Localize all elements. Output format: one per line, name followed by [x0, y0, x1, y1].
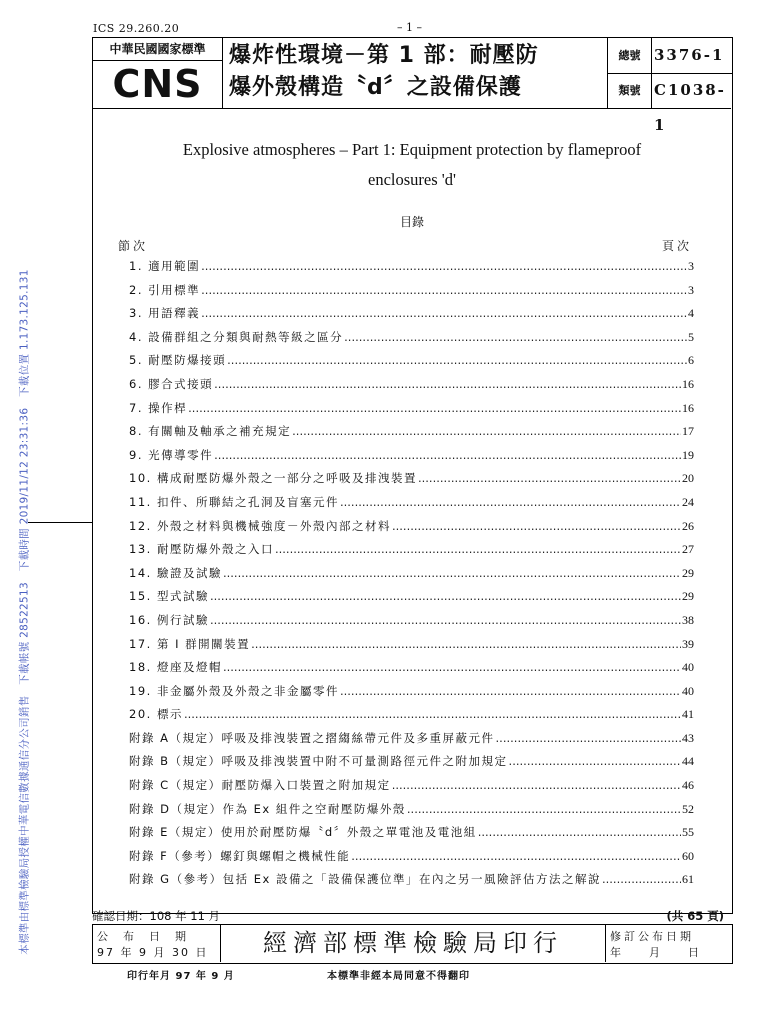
toc-entry-title: 5. 耐壓防爆接頭 [129, 353, 227, 368]
table-of-contents [129, 258, 694, 895]
toc-leader-dots [227, 353, 687, 367]
toc-entry-page: 46 [682, 778, 694, 793]
toc-entry [129, 636, 694, 660]
toc-entry [129, 683, 694, 707]
toc-entry-title: 7. 操作桿 [129, 400, 188, 415]
toc-entry [129, 400, 694, 424]
class-number-row [608, 73, 733, 134]
publish-date-cell [93, 925, 221, 962]
toc-leader-dots [214, 448, 681, 462]
class-number-label: 類號 [608, 73, 652, 108]
title-line-1: 爆炸性環境－第 1 部：耐壓防 [229, 43, 539, 68]
toc-leader-dots [214, 377, 681, 391]
toc-entry-page: 6 [688, 353, 694, 368]
total-number-value: 3376-1 [654, 46, 725, 64]
toc-entry-page: 16 [682, 376, 694, 391]
page-number: – 1 – [397, 21, 422, 34]
footer-box [92, 924, 733, 964]
toc-entry [129, 730, 694, 754]
toc-entry [129, 706, 694, 730]
toc-entry-title: 附錄 B（規定）呼吸及排洩裝置中附不可量測路徑元件之附加規定 [129, 754, 508, 769]
toc-entry-title: 12. 外殼之材料與機械強度－外殼內部之材料 [129, 518, 391, 533]
toc-leader-dots [340, 684, 681, 698]
toc-entry-title: 20. 標示 [129, 707, 183, 722]
toc-entry-title: 附錄 E（規定）使用於耐壓防爆〝d〞外殼之單電池及電池組 [129, 825, 477, 840]
english-title-line-2: enclosures 'd' [368, 170, 456, 189]
toc-entry-title: 13. 耐壓防爆外殼之入口 [129, 542, 274, 557]
total-number-label: 總號 [608, 38, 652, 73]
toc-entry-title: 附錄 F（參考）螺釘與螺帽之機械性能 [129, 848, 351, 863]
toc-leader-dots [201, 306, 687, 320]
toc-entry-title: 16. 例行試驗 [129, 612, 209, 627]
toc-leader-dots [223, 660, 681, 674]
publish-date-label: 公布日期 [97, 930, 201, 943]
toc-entry-page: 38 [682, 612, 694, 627]
toc-leader-dots [340, 495, 681, 509]
toc-entry [129, 871, 694, 895]
title-line-2: 爆外殼構造〝d〞之設備保護 [229, 75, 522, 100]
toc-entry-page: 44 [682, 754, 694, 769]
toc-entry-page: 60 [682, 848, 694, 863]
toc-leader-dots [201, 259, 687, 273]
toc-entry [129, 329, 694, 353]
toc-entry-title: 2. 引用標準 [129, 282, 201, 297]
revise-date-cell [605, 925, 732, 962]
ics-code: ICS 29.260.20 [93, 22, 180, 35]
toc-leader-dots [407, 802, 681, 816]
toc-entry [129, 824, 694, 848]
toc-entry [129, 541, 694, 565]
revise-date-value: 年月日 [610, 946, 727, 959]
toc-entry [129, 777, 694, 801]
toc-entry-page: 16 [682, 400, 694, 415]
toc-entry-title: 附錄 G（參考）包括 Ex 設備之「設備保護位準」在內之另一風險評估方法之解說 [129, 872, 601, 887]
toc-entry [129, 518, 694, 542]
toc-entry-page: 17 [682, 424, 694, 439]
toc-leader-dots [292, 424, 681, 438]
toc-entry [129, 376, 694, 400]
english-title-line-1: Explosive atmospheres – Part 1: Equipment protection by flameproof [182, 140, 642, 159]
toc-entry-title: 4. 設備群組之分類與耐熱等級之區分 [129, 329, 344, 344]
watermark-text: 本標準由標準檢驗局授權中華電信數據通信分公司銷售 下載帳號 28522513 下載時間 2019/11/12 23:31:36 下載位置 1.173.125.131 [18, 269, 31, 955]
toc-entry-page: 4 [688, 306, 694, 321]
publish-date-value: 97 年 9 月 30 日 [97, 946, 209, 959]
toc-entry [129, 565, 694, 589]
toc-entry-title: 19. 非金屬外殼及外殼之非金屬零件 [129, 683, 339, 698]
standard-numbers [607, 38, 733, 134]
toc-entry-title: 1. 適用範圍 [129, 259, 201, 273]
toc-entry-page: 41 [682, 707, 694, 722]
toc-entry [129, 494, 694, 518]
toc-leader-dots [223, 566, 681, 580]
toc-entry [129, 305, 694, 329]
toc-leader-dots [392, 519, 681, 533]
copyright-notice: 本標準非經本局同意不得翻印 [327, 971, 470, 982]
toc-entry-title: 10. 構成耐壓防爆外殼之一部分之呼吸及排洩裝置 [129, 471, 417, 486]
toc-entry-page: 39 [682, 636, 694, 651]
toc-entry-page: 40 [682, 660, 694, 675]
toc-leader-dots [344, 330, 687, 344]
toc-entry-page: 5 [688, 329, 694, 344]
toc-entry [129, 753, 694, 777]
toc-entry-title: 6. 膠合式接頭 [129, 376, 214, 391]
toc-entry [129, 447, 694, 471]
toc-leader-dots [275, 542, 681, 556]
toc-leader-dots [496, 731, 681, 745]
toc-entry-page: 43 [682, 730, 694, 745]
toc-leader-dots [509, 754, 681, 768]
toc-entry [129, 423, 694, 447]
toc-entry-title: 附錄 C（規定）耐壓防爆入口裝置之附加規定 [129, 778, 391, 793]
toc-entry-page: 29 [682, 589, 694, 604]
toc-entry [129, 352, 694, 376]
toc-entry-title: 17. 第 I 群開關裝置 [129, 636, 251, 651]
toc-leader-dots [210, 589, 681, 603]
toc-entry-page: 24 [682, 494, 694, 509]
toc-entry-page: 55 [682, 825, 694, 840]
toc-entry-title: 18. 燈座及燈帽 [129, 660, 222, 675]
toc-entry-page: 29 [682, 565, 694, 580]
toc-entry-page: 20 [682, 471, 694, 486]
class-number-value: C1038-1 [654, 81, 726, 134]
toc-entry-title: 附錄 A（規定）呼吸及排洩裝置之摺縐絲帶元件及多重屏蔽元件 [129, 730, 495, 745]
toc-col-section: 節次 [118, 239, 149, 253]
toc-entry-page: 40 [682, 683, 694, 698]
toc-entry-title: 9. 光傳導零件 [129, 447, 214, 462]
toc-leader-dots [351, 849, 681, 863]
national-standard-label: 中華民國國家標準 [93, 38, 222, 61]
toc-entry [129, 282, 694, 306]
revise-date-label: 修訂公布日期 [610, 930, 694, 943]
toc-entry [129, 258, 694, 282]
cns-logo-text: CNS [112, 62, 203, 106]
toc-col-page: 頁次 [661, 239, 692, 253]
toc-entry-title: 附錄 D（規定）作為 Ex 組件之空耐壓防爆外殼 [129, 801, 406, 816]
toc-entry [129, 848, 694, 872]
toc-entry [129, 470, 694, 494]
toc-entry [129, 659, 694, 683]
toc-entry-page: 3 [688, 259, 694, 273]
toc-entry-page: 61 [682, 872, 694, 887]
toc-entry-title: 3. 用語釋義 [129, 306, 201, 321]
toc-entry [129, 801, 694, 825]
confirm-date: 確認日期：108 年 11 月 [92, 909, 221, 923]
toc-leader-dots [210, 613, 681, 627]
toc-leader-dots [418, 471, 681, 485]
toc-entry-title: 14. 驗證及試驗 [129, 565, 222, 580]
toc-leader-dots [602, 872, 681, 886]
toc-leader-dots [478, 825, 681, 839]
print-date: 印行年月 97 年 9 月 [127, 971, 235, 982]
toc-leader-dots [392, 778, 681, 792]
toc-entry-page: 26 [682, 518, 694, 533]
toc-leader-dots [201, 283, 687, 297]
standard-badge [93, 38, 223, 108]
toc-heading: 目錄 [399, 215, 424, 229]
toc-entry [129, 588, 694, 612]
header-divider [93, 108, 731, 109]
toc-entry-title: 8. 有關軸及軸承之補充規定 [129, 424, 292, 439]
toc-entry-title: 15. 型式試驗 [129, 589, 209, 604]
toc-entry-page: 3 [688, 282, 694, 297]
toc-entry [129, 612, 694, 636]
side-binding-mark [28, 522, 92, 523]
total-number-row [608, 38, 733, 74]
english-title [93, 135, 731, 195]
toc-leader-dots [184, 707, 681, 721]
document-frame [92, 37, 733, 914]
toc-entry-page: 19 [682, 447, 694, 462]
toc-leader-dots [188, 401, 681, 415]
toc-entry-page: 27 [682, 542, 694, 557]
total-pages: (共 65 頁) [666, 909, 724, 923]
toc-entry-title: 11. 扣件、所聯結之孔洞及盲塞元件 [129, 494, 339, 509]
standard-title [229, 40, 604, 104]
printer-name: 經濟部標準檢驗局印行 [263, 929, 563, 957]
toc-entry-page: 52 [682, 801, 694, 816]
toc-leader-dots [251, 637, 681, 651]
